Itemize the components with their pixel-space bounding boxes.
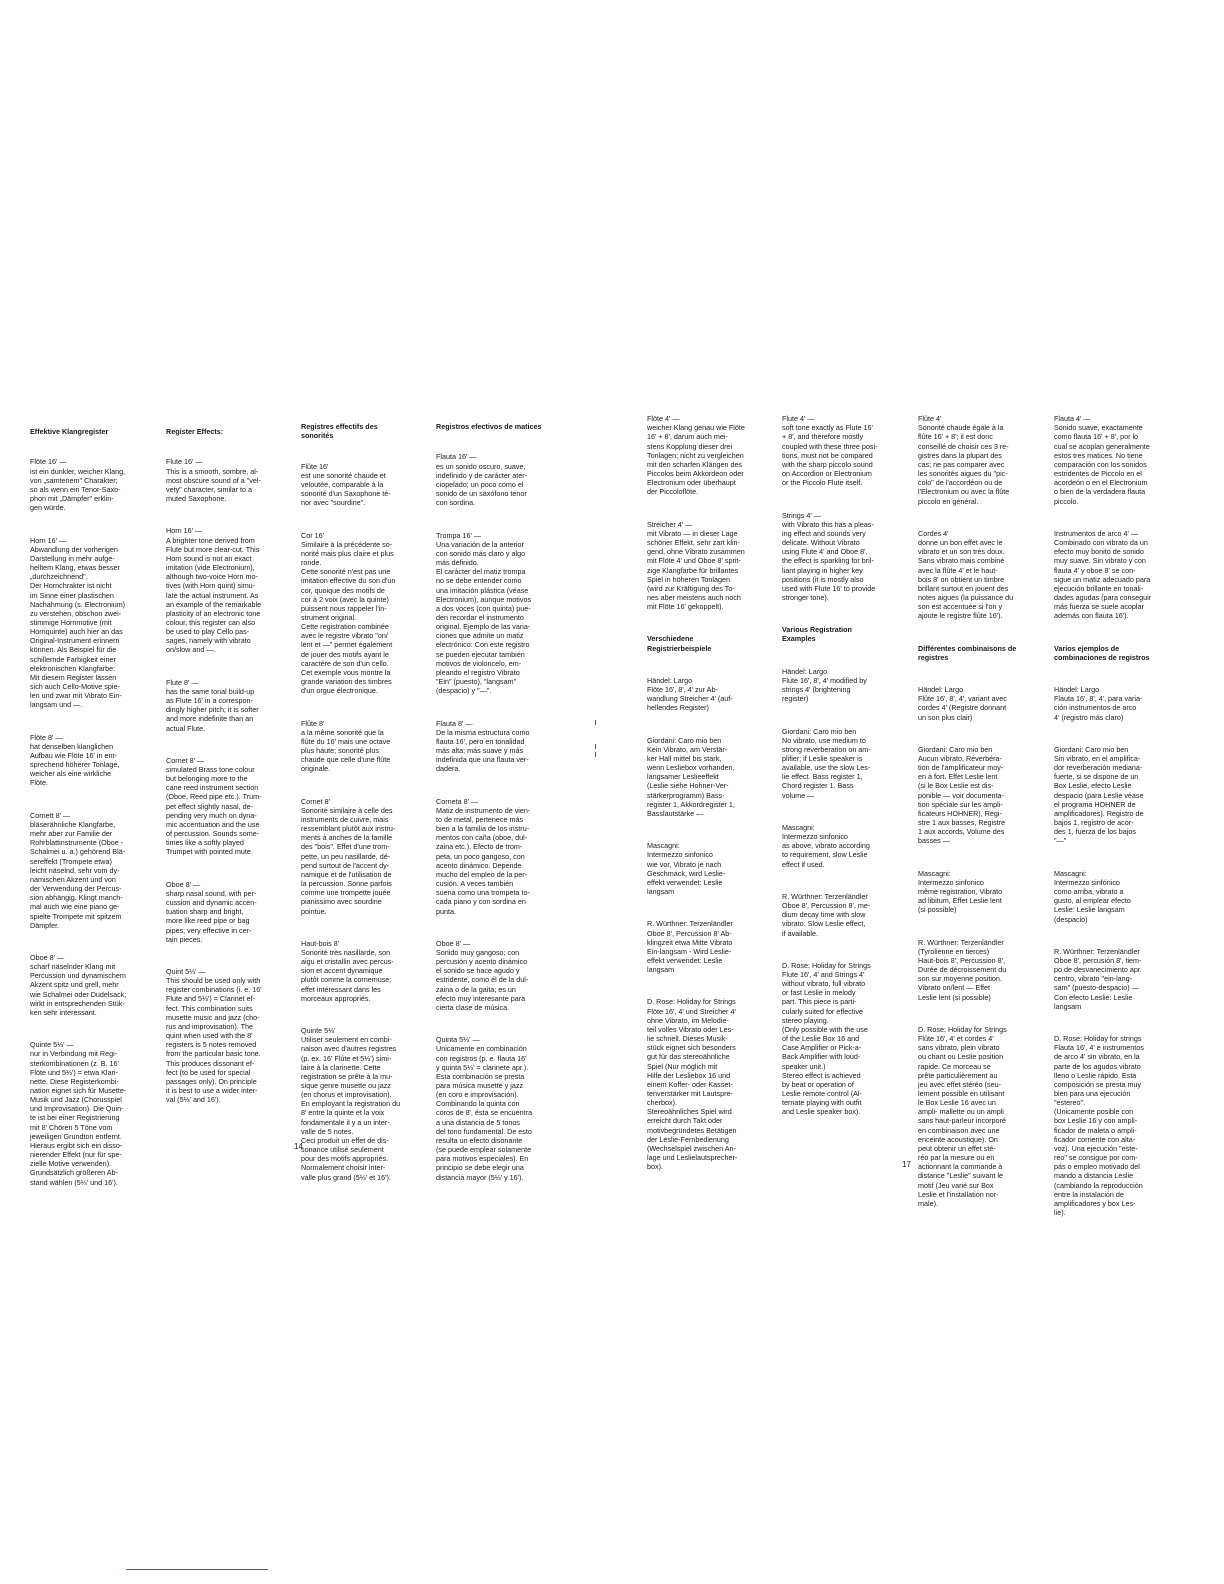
example-entry: Mascagni: Intermezzo sinfonico as above, vibrato according to requirement, slow Leslie effect if used. — [782, 822, 870, 869]
example-entry: Händel: Largo Flûte 16', 8', 4', variant avec cordes 4' (Registre donnant un son plus clair) — [918, 685, 1007, 722]
example-entry: Mascagni: Intermezzo sinfonico même registration, Vibrato ad libitum, Effet Leslie lent (si possible) — [918, 868, 1003, 915]
register-entry: Oboe 8' — scharf näselnder Klang mit Percussion und dynamischem Akzent spitz und grell, mehr wie Schalmei oder Dudelsack; wirkt in entsprechenden Stük- ken sehr interessant. — [30, 952, 127, 1017]
example-entry: Händel: Largo Flauta 16', 8', 4', para varia- ción instrumentos de arco 4' (registro más claro) — [1054, 685, 1143, 722]
register-entry: Flûte 16' est une sonorité chaude et veloutée, comparable à la sonorité d'un Saxophone té- nor avec "sourdine". — [301, 461, 391, 508]
example-entry: Giordani: Caro mio ben Kein Vibrato, am Verstär- ker Hall mittel bis stark, wenn Lesliebox vorhanden, langsamer Leslieeffekt (Leslie siehe Hohner-Ver- stärkerprogramm) Bass- register 1, Akkordregister 1, Basslautstärke — — [647, 735, 735, 818]
page-number: 17 — [902, 1160, 911, 1169]
register-entry: Flute 16' — This is a smooth, sombre, al- most obscure sound of a "vel- vety" character, similar to a muted Saxophone. — [166, 457, 261, 504]
left-col-english — [166, 418, 288, 1127]
register-entry: Cornett 8' — bläserähnliche Klangfarbe, mehr aber zur Familie der Rohrblattinstrumente (Oboe - Schalmei u. a.) gehörend Blä- sereffekt (Trompete etwa) leicht näselnd, sehr vom dy- namischen Akzent und von der Verwendung der Percus- sion abhängig. Klingt manch- mal auch wie eine piano ge- spielte Trompete mit spitzem Dämpfer. — [30, 810, 126, 930]
example-entry: Händel: Largo Flöte 16', 8', 4' zur Ab- wandlung Streicher 4' (auf- hellendes Register) — [647, 675, 733, 713]
register-entry: Streicher 4' — mit Vibrato — in dieser Lage schöner Effekt, sehr zart klin- gend, ohne Vibrato zusammen mit Flöte 4' und Oboe 8' sprit- zige Klangfarbe für brillantes Spiel in höheren Tonlagen (wird zur Kräftigung des To- nes aber meistens auch noch mit Flöte 16' gekoppelt). — [647, 519, 745, 612]
examples-heading: Verschiedene Registrierbeispiele — [647, 634, 712, 653]
register-entry: Flöte 4' — weicher Klang genau wie Flöte 16' + 8', darum auch mei- stens Kopplung dieser drei Tonlagen; nicht zu vergleichen mit den scharfen Klängen des Piccolos beim Akkordeon oder Electronium oder überhaupt der Piccoloflöte. — [647, 414, 745, 497]
left-col-spanish — [436, 413, 560, 1205]
fold-mark — [595, 752, 596, 757]
column-heading: Effektive Klangregister — [30, 427, 109, 437]
register-entry: Trompa 16' — Una variación de la anterior con sonido más claro y algo más definido. El carácter del matiz trompa no se debe entender como una imitación plástica (véase Electronium), aunque motivos a dos voces (con quinta) pue- den recordar el instrumento original. Ejemplo de las varia- ciones que admite un matiz electrónico: Con este registro se pueden ejecutar también motivos de violoncelo, em- pleando el registro Vibrato "Ein" (puesto), "langsam" (despacio) y "—". — [436, 530, 532, 696]
left-col-german — [30, 418, 152, 1210]
register-entry: Flauta 4' — Sonido suave, exactamente como flauta 16' + 8', por lo cual se acoplan generalmente estos tres matices. No tiene comparación con los sonidos estridentes de Piccolo en el acordeón o en el Electronium o bien de la verdadera flauta piccolo. — [1054, 414, 1150, 506]
register-entry: Oboe 8' — sharp nasal sound, with per- cussion and dynamic accen- tuation sharp and bright, more like reed pipe or bag pipes; very effective in cer- tain pieces. — [166, 879, 257, 944]
register-entry: Quinte 5⅓' — nur in Verbindung mit Regi- sterkombinationen (z. B. 16' Flöte und 5⅓') = etwa Klari- nette. Diese Registerkombi- nation eignet sich für Musette- Musik und Jazz (Chorusspiel und Improvisation). Die Quin- te ist bei einer Registrierung mit 8' Chören 5 Töne vom jeweiligen Grundton entfernt. Hieraus ergibt sich ein disso- nierender Effekt (nur für spe- zielle Motive verwenden). Grundsätzlich größeren Ab- stand wählen (5⅓' und 16'). — [30, 1040, 127, 1187]
register-entry: Flute 4' — soft tone exactly as Flute 16' + 8', and therefore mostly coupled with these three posi- tions, must not be compared with the sharp piccolo sound on Accordion or Electronium or the Piccolo Flute itself. — [782, 414, 878, 488]
register-entry: Flöte 16' — ist ein dunkler, weicher Klang, von „samtenem" Charakter; so als wenn ein Tenor-Saxo- phon mit „Dämpfer" erklin- gen würde. — [30, 457, 126, 513]
right-col-spanish — [1054, 405, 1178, 1240]
example-entry: Mascagni: Intermezzo sinfonico wie vor, Vibrato je nach Geschmack, wird Leslie- effekt verwendet: Leslie langsam — [647, 841, 726, 897]
column-heading: Registros efectivos de matices — [436, 422, 542, 432]
example-entry: R. Würthner: Terzenländler (Tyrolienne en tierces) Haut-bois 8', Percussion 8', Durée de décroissement du son sur moyenne position. Vibrato on/lent — Effet Leslie lent (si possible) — [918, 937, 1007, 1002]
register-entry: Cornet 8' — simulated Brass tone colour but belonging more to the cane reed instrument section (Oboe, Reed pipe etc.). Trum- pet effect slightly nasal, de- pending very much on dyna- mic accentuation and the use of percussion. Sounds some- times like a softly played Trumpet with pointed mute. — [166, 755, 262, 857]
examples-heading: Différentes combinaisons de registres — [918, 643, 1017, 662]
column-heading: Registres effectifs des sonorités — [301, 422, 378, 441]
register-entry: Cor 16' Similaire à la précédente so- norité mais plus claire et plus ronde. Cette sonorité n'est pas une imitation effective du son d'un cor, quoique des motifs de cor à 2 voix (avec la quinte) puissent nous rappeler l'in- strument original. Cette registration combinée avec le registre vibrato "on/ lent et —" permet également de jouer des motifs ayant le caractère de son d'un cello. Cet exemple vous montre la grande variation des timbres d'un orgue électronique. — [301, 530, 396, 696]
register-entry: Corneta 8' — Matiz de instrumento de vien- to de metal, pertenece más bien a la familia de los instru- mentos con caña (oboe, dul- zaina etc.). Efecto de trom- peta, un poco gangoso, con acento dinámico. Depende mucho del empleo de la per- cusión. A veces también suena como una trompeta to- cada piano y con sordina en punta. — [436, 796, 531, 916]
example-entry: R. Würthner: Terzenländler Oboe 8', Percussion 8' Ab- klingzeit etwa Mitte Vibrato Ein-langsam - Wird Leslie- effekt verwendet: Leslie langsam — [647, 919, 733, 975]
example-entry: R. Würthner: Terzenländler Oboe 8', percusión 8', tiem- po de desvanecimiento apr. centro, vibrato "ein-lang- sam" (puesto-despacio) — Con efecto Leslie: Leslie langsam — [1054, 946, 1142, 1011]
register-entry: Quinta 5⅓' — Unicamente en combinación con registros (p. e. flauta 16' y quinta 5⅓' = clarinete apr.). Esta combinación se presta para música musette y jazz (en coro e improvisación). Combinando la quinta con coros de 8', ésta se encuentra a una distancia de 5 tonos del tono fundamental. De esto resulta un efecto disonante (se puede emplear solamente para motivos especiales). En principio se debe elegir una distancia mayor (5⅓' y 16'). — [436, 1035, 533, 1182]
register-entry: Flute 8' — has the same tonal build-up as Flute 16' in a correspon- dingly higher pitch; it is softer and more indefinite than an actual Flute. — [166, 677, 259, 733]
register-entry: Strings 4' — with Vibrato this has a pleas- ing effect and sounds very delicate. Without Vibrato using Flute 4' and Oboe 8', the effect is sparkling for bril- liant playing in higher key positions (it is mostly also used with Flute 16' to provide stronger tone). — [782, 510, 876, 602]
register-entry: Instrumentos de arco 4' — Combinado con vibrato da un efecto muy bonito de sonido muy suave. Sin vibrato y con flauta 4' y oboe 8' se con- sigue un matiz adecuado para ejecución brillante en tonali- dades agudas (para conseguir más fuerza se suele acoplar además con flauta 16'). — [1054, 528, 1152, 621]
example-entry: Giordani: Caro mio ben Aucun vibrato, Réverbéra- tion de l'amplificateur moy- en à fort. Effet Leslie lent (si le Box Leslie est dis- ponible — voir documenta- tion spéciale sur les ampli- ficateurs HOHNER), Regi- stre 1 aux basses, Registre 1 aux accords, Volume des basses — — [918, 744, 1006, 846]
register-entry: Haut-bois 8' Sonorité très nasillarde, son aigu et cristallin avec percus- sion et accent dynamique plutôt comme la cornemuse; effet intéressant dans les morceaux appropriés. — [301, 938, 394, 1003]
example-entry: D. Rose: Holiday for strings Flauta 16', 4' e instrumentos de arco 4' sin vibrato, en la parte de los agudos vibrato lleno o Leslie rápido. Esta composición se presta muy bien para una ejecución "estereo". (Unicamente posible con box Leslie 16 y con ampli- ficador de maleta o ampli- ficador corriente con alta- voz). Una ejecución "este- reo" se consigue por com- pás o empleo motivado del mando a distancia Leslie (cambiando la reproducción entre la instalación de amplificadores y box Les- lie). — [1054, 1034, 1144, 1218]
register-entry: Horn 16' — Abwandlung der vorherigen Darstellung in mehr aufge- helltem Klang, etwas besser „durchzeichnend". Der Hornchrakter ist nicht im Sinne einer plastischen Nachahmung (s. Electronium) zu verstehen, obschon zwei- stimmige Hornmotive (mit Hornquinte) auch hier an das Original-Instrument erinnern können. Als Beispiel für die schillernde Farbigkeit einer elektronischen Klangfarbe: Mit diesem Register lassen sich auch Cello-Motive spie- len und zwar mit Vibrato Ein- langsam und —. — [30, 535, 126, 710]
right-col-german — [647, 405, 771, 1195]
register-entry: Flûte 8' a la même sonorité que la flûte du 16' mais une octave plus haute; sonorité plus chaude que celle d'une flûte originale. — [301, 718, 391, 774]
examples-heading: Varios ejemplos de combinaciones de registros — [1054, 643, 1150, 662]
fold-mark — [595, 744, 596, 749]
register-entry: Quint 5⅓' — This should be used only with register combinations (i. e. 16' Flute and 5⅓') = Clarinet ef- fect. This combination suits musette music and jazz (cho- rus and improvisation). The quint when used with the 8' registers is 5 notes removed from the particular basic tone. This produces dissonant ef- fect (to be used for special passages only). On principle it is best to use a wider inter- val (5⅓' and 16'). — [166, 966, 262, 1105]
example-entry: D. Rose: Holiday for Strings Flûte 16', 4' et cordes 4' sans vibrato, plein vibrato ou chant ou Leslie position rapide. Ce morceau se prête particulièrement au jeu avec effet stéréo (seu- lement possible en utilisant le Box Leslie 16 avec un ampli- mallette ou un ampli sans haut-parleur incorporé en combinaison avec une enceinte acoustique). On peut obtenir un effet sté- réo par la mesure ou en actionnant la commande à distance "Leslie" suivant le motif (Jeu varié sur Box Leslie et l'installation nor- male). — [918, 1024, 1007, 1208]
register-entry: Flöte 8' — hat denselben klanglichen Aufbau wie Flöte 16' in ent- sprechend höherer Tonlage, weicher als eine wirkliche Flöte. — [30, 732, 120, 788]
left-col-french — [301, 413, 423, 1205]
example-entry: Händel: Largo Flute 16', 8', 4' modified by strings 4' (brightening register) — [782, 666, 867, 704]
page-number: 14 — [294, 1142, 303, 1151]
register-entry: Cordes 4' donne un bon effet avec le vibrato et un son très doux. Sans vibrato mais combiné avec la flûte 4' et le haut- bois 8' on obtient un timbre brillant surtout en jouent des notes aigues (la puissance du son est accentuée si l'on y ajoute le registre flûte 16'). — [918, 528, 1014, 621]
example-entry: R. Würthner: Terzenländler Oboe 8', Percussion 8', me- dium decay time with slow vibrato. Slow Leslie effect, if available. — [782, 891, 871, 938]
example-entry: Mascagni: Intermezzo sinfónico como arriba, vibrato a gusto, al emplear efecto Leslie: Leslie langsam (despacio) — [1054, 868, 1131, 924]
right-col-french — [918, 405, 1042, 1231]
register-entry: Quinte 5⅓' Utiliser seulement en combi- naison avec d'autres registres (p. ex. 16' Flûte et 5⅓') simi- laire à la clarinette. Cette registration se prête à la mu- sique genre musette ou jazz (en chorus et improvisation). En employant la registration du 8' entre la quinte et la voix fondamentale il y a un inter- valle de 5 notes. Ceci produit un effet de dis- sonance utilisé seulement pour des motifs appropriés. Normalement choisir inter- valle plus grand (5⅓' et 16'). — [301, 1026, 401, 1182]
example-entry: D. Rose: Holiday for Strings Flöte 16', 4' und Streicher 4' ohne Vibrato, im Melodie- teil volles Vibrato oder Les- lie schnell. Dieses Musik- stück eignet sich besonders gut für das stereoähnliche Spiel (Nur möglich mit Hilfe der Lesliebox 16 und einem Koffer- oder Kasset- tenverstärker mit Lautspre- cherbox). Stereoähnliches Spiel wird erreicht durch Takt oder motivbegründetes Betätigen der Leslie-Fernbedienung (Wechselspiel zwischen An- lage und Leslielautsprecher- box). — [647, 997, 738, 1172]
example-entry: Giordani: Caro mio ben Sin vibrato, en el amplifica- dor reverberación mediana- fuerte, si se dispone de un Box Leslie, efecto Leslie despacio (para Leslie véase el programa HOHNER de amplificadores). Registro de bajos 1, registro de acor- des 1, fuerza de los bajos "—" — [1054, 744, 1144, 846]
footer-rule — [126, 1569, 268, 1570]
register-entry: Cornet 8' Sonorité similaire à celle des instruments de cuivre, mais ressemblant plutôt aux instru- ments à anches de la famille des "bois". Effet d'une trom- pette, un peu nasillarde, dé- pend surtout de l'accent dy- namique et de l'utilisation de la percussion. Sonne parfois comme une trompette jouée pianissimo avec sourdine pointue. — [301, 796, 396, 916]
fold-mark — [595, 720, 596, 725]
register-entry: Flauta 8' — De la misma estructura como flauta 16', pero en tonalidad más alta; más suave y más indefinida que una flauta ver- dadera. — [436, 718, 530, 774]
register-entry: Flûte 4' Sonorité chaude égale à la flûte 16' + 8'; il est donc conseillé de choisir ces 3 re- gistres dans la plupart des cas; ne pas comparer avec les sonorités aigues du "pic- colo" de l'accordéon ou de l'Electronium ou avec la flûte piccolo en général. — [918, 414, 1010, 506]
register-entry: Flauta 16' — es un sonido oscuro, suave, indefinido y de carácter ater- ciopelado; un poco como el sonido de un saxófono tenor con sordina. — [436, 452, 528, 508]
examples-heading: Various Registration Examples — [782, 625, 852, 644]
register-entry: Oboe 8' — Sonido muy gangoso; con percusión y acento dinámico el sonido se hace agudo y estridente, como él de la dul- zaina o de la gaita; es un efecto muy interesante para cierta clase de música. — [436, 938, 529, 1012]
example-entry: D. Rose: Holiday for Strings Flute 16', 4' and Strings 4' without vibrato, full vibrato or fast Leslie in melody part. This piece is parti- cularly suited for effective stereo playing. (Only possible with the use of the Leslie Box 16 and Case Amplifier or Pick-a- Back Amplifier with loud- speaker unit.) Stereo effect is achieved by beat or operation of Leslie remote control (Al- ternate playing with outfit and Leslie speaker box). — [782, 960, 871, 1117]
right-col-english — [782, 405, 906, 1140]
column-heading: Register Effects: — [166, 427, 224, 437]
register-entry: Horn 16' — A brighter tone derived from Flute but more clear-cut. This Horn sound is not an exact imitation (vide Electronium), although two-voice Horn mo- tives (with Horn quint) simu- late the actual instrument. As an example of the remarkable plasticity of an electronic tone colour, this register can also be used to play Cello pas- sages, namely with vibrato on/slow and —. — [166, 526, 262, 655]
example-entry: Giordani: Caro mio ben No vibrato, use medium to strong reverberation on am- plifier; if Leslie speaker is available, use the slow Les- lie effect. Bass register 1, Chord register 1. Bass volume — — [782, 726, 871, 800]
